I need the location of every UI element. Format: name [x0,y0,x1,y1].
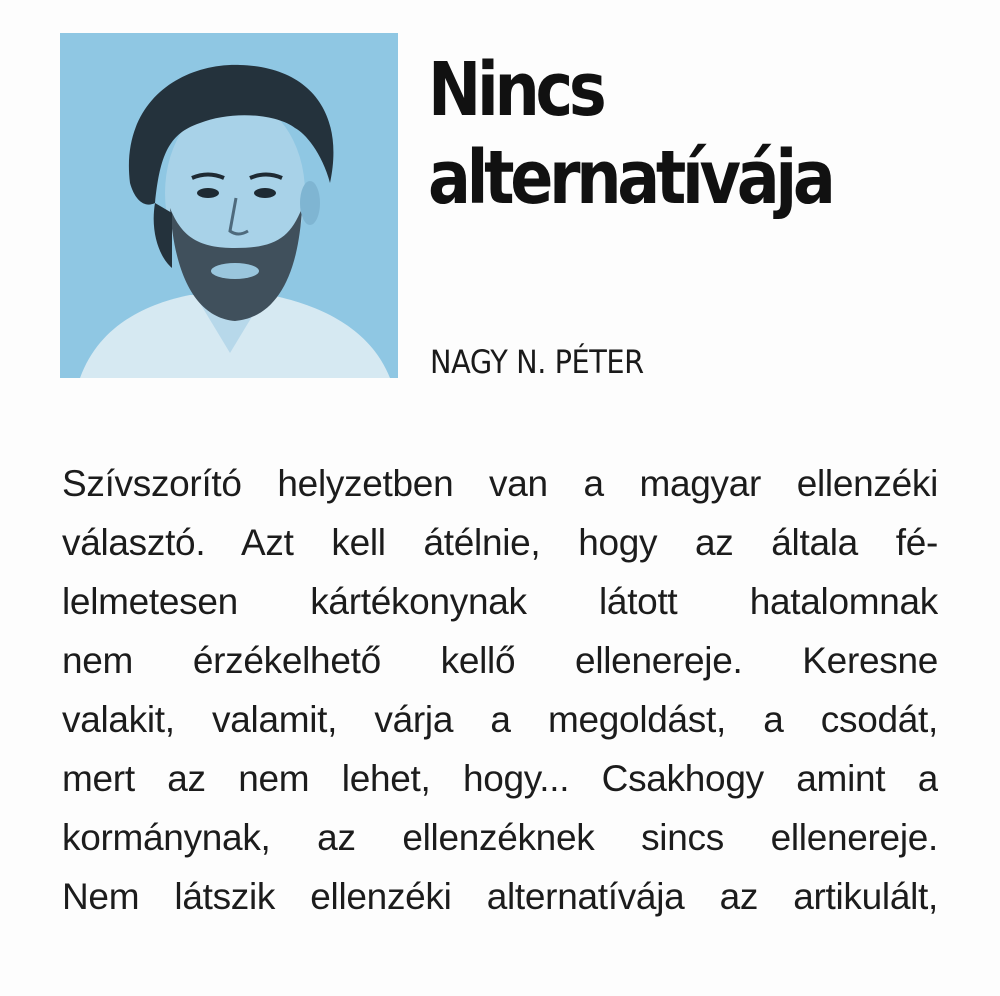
body-line: nem érzékelhető kellő ellenereje. Keresne [62,640,938,681]
body-line: választó. Azt kell átélnie, hogy az általa fé- [62,522,938,563]
body-line: mert az nem lehet, hogy... Csakhogy amint a [62,758,938,799]
article-title-line-1: Nincs [428,47,603,133]
body-line: kormánynak, az ellenzéknek sincs ellenereje. [62,817,938,858]
body-line: valakit, valamit, várja a megoldást, a csodát, [62,699,938,740]
author-portrait [60,33,398,378]
article-title-line-2: alternatívája [428,135,832,221]
author-byline: NAGY N. PÉTER [430,343,644,381]
article-body [62,454,938,926]
article-title [428,46,892,222]
body-line: Szívszorító helyzetben van a magyar ellenzéki [62,463,938,504]
body-line: lelmetesen kártékonynak látott hatalomnak [62,581,938,622]
body-line: Nem látszik ellenzéki alternatívája az artikulált, [62,876,938,917]
portrait-illustration [60,33,398,378]
